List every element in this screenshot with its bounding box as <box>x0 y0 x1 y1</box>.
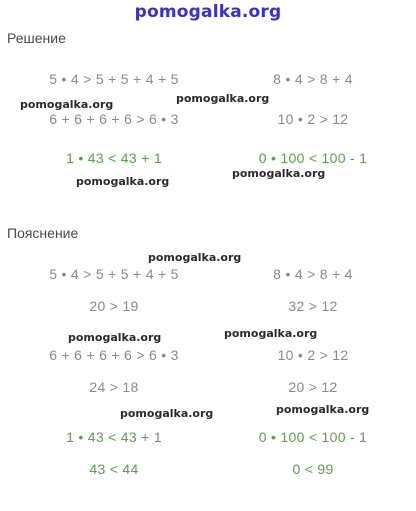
solution-row-2-left: 6 + 6 + 6 + 6 > 6 • 3 <box>49 111 179 127</box>
explanation-2-result-right: 20 > 12 <box>288 379 338 395</box>
solution-row-1-left: 5 • 4 > 5 + 5 + 4 + 5 <box>49 71 179 87</box>
explanation-1-expr-left: 5 • 4 > 5 + 5 + 4 + 5 <box>49 266 179 282</box>
watermark: pomogalka.org <box>76 175 170 188</box>
watermark: pomogalka.org <box>176 92 270 105</box>
watermark: pomogalka.org <box>232 167 326 180</box>
site-logo: pomogalka.org <box>134 2 282 22</box>
watermark: pomogalka.org <box>68 331 162 344</box>
explanation-1-result-right: 32 > 12 <box>288 298 338 314</box>
watermark: pomogalka.org <box>224 327 318 340</box>
explanation-1-expr-right: 8 • 4 > 8 + 4 <box>273 266 353 282</box>
explanation-1-result-left: 20 > 19 <box>89 298 139 314</box>
watermark: pomogalka.org <box>120 407 214 420</box>
explanation-2-expr-left: 6 + 6 + 6 + 6 > 6 • 3 <box>49 347 179 363</box>
solution-row-2-right: 10 • 2 > 12 <box>277 111 349 127</box>
watermark: pomogalka.org <box>276 403 370 416</box>
explanation-3-expr-left: 1 • 43 < 43 + 1 <box>66 429 162 445</box>
explanation-3-expr-right: 0 • 100 < 100 - 1 <box>258 429 368 445</box>
watermark: pomogalka.org <box>148 251 242 264</box>
solution-heading: Решение <box>7 30 66 46</box>
solution-row-3-right: 0 • 100 < 100 - 1 <box>258 150 368 166</box>
explanation-3-result-right: 0 < 99 <box>292 461 334 477</box>
explanation-2-expr-right: 10 • 2 > 12 <box>277 347 349 363</box>
watermark: pomogalka.org <box>20 98 114 111</box>
explanation-heading: Пояснение <box>7 225 79 241</box>
solution-row-1-right: 8 • 4 > 8 + 4 <box>273 71 353 87</box>
explanation-3-result-left: 43 < 44 <box>89 461 139 477</box>
solution-row-3-left: 1 • 43 < 43 + 1 <box>66 150 162 166</box>
explanation-2-result-left: 24 > 18 <box>89 379 139 395</box>
